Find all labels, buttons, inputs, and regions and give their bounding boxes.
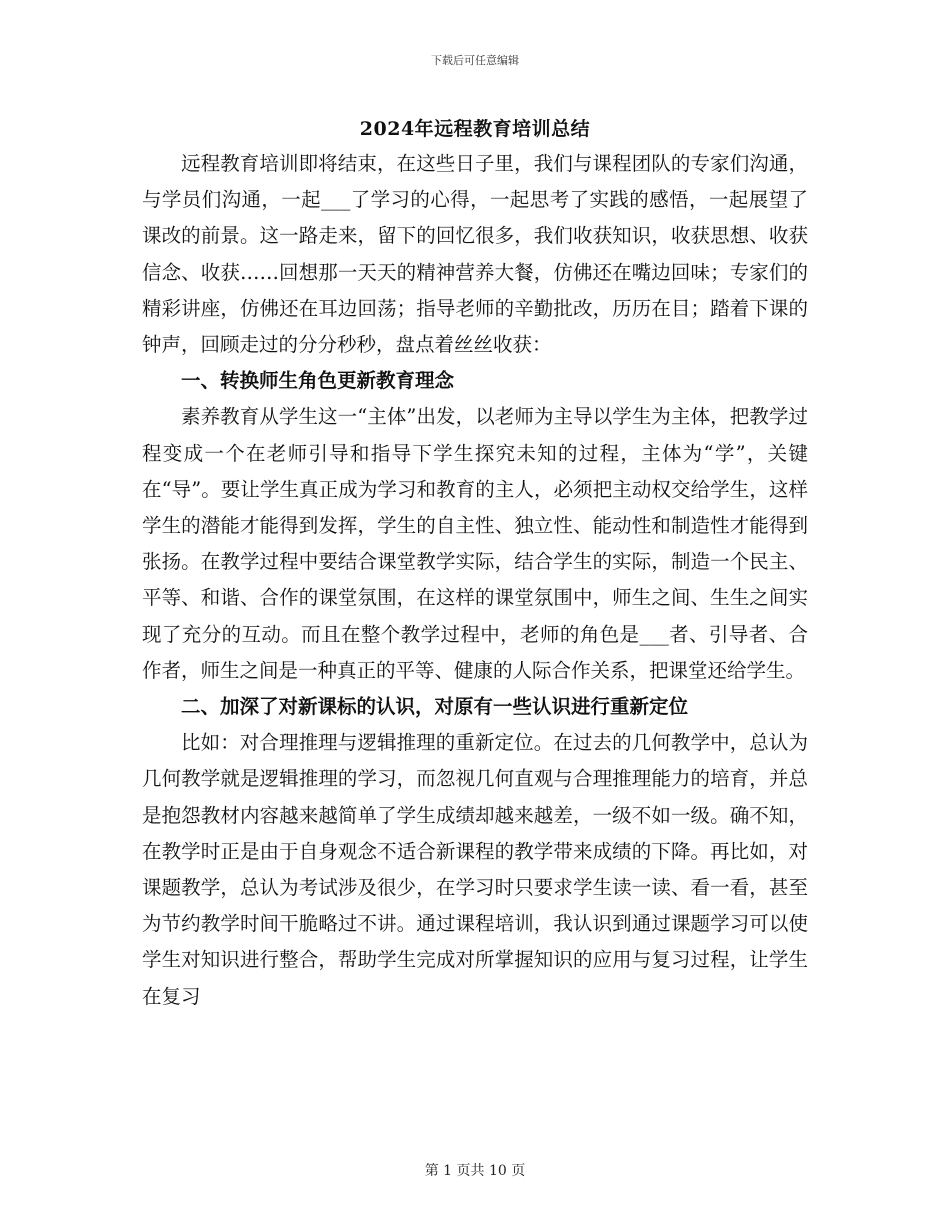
document-body [142,146,808,1015]
intro-paragraph: 远程教育培训即将结束，在这些日子里，我们与课程团队的专家们沟通，与学员们沟通，一起___了学习的心得，一起思考了实践的感悟，一起展望了课改的前景。这一路走来，留下的回忆很多，我们收获知识，收获思想、收获信念、收获……回想那一天天的精神营养大餐，仿佛还在嘴边回味；专家们的精彩讲座，仿佛还在耳边回荡；指导老师的辛勤批改，历历在目；踏着下课的钟声，回顾走过的分分秒秒，盘点着丝丝收获： [142,152,808,357]
section-heading-1: 一、转换师生角色更新教育理念 [181,369,455,393]
section-2-paragraph: 比如：对合理推理与逻辑推理的重新定位。在过去的几何教学中，总认为几何教学就是逻辑推理的学习，而忽视几何直观与合理推理能力的培育，并总是抱怨教材内容越来越简单了学生成绩却越来越差，一级不如一级。确不知，在教学时正是由于自身观念不适合新课程的教学带来成绩的下降。再比如，对课题教学，总认为考试涉及很少，在学习时只要求学生读一读、看一看，甚至为节约教学时间干脆略过不讲。通过课程培训，我认识到通过课题学习可以使学生对知识进行整合，帮助学生完成对所掌握知识的应用与复习过程，让学生在复习 [142,731,808,1008]
document-title: 2024年远程教育培训总结 [359,118,591,140]
page-footer: 第 1 页共 10 页 [424,1163,526,1179]
section-heading-2: 二、加深了对新课标的认识，对原有一些认识进行重新定位 [181,695,689,719]
page-header: 下载后可任意编辑 [431,54,519,67]
section-1-paragraph: 素养教育从学生这一“主体”出发，以老师为主导以学生为主体，把教学过程变成一个在老师引导和指导下学生探究未知的过程，主体为“学”，关键在“导”。要让学生真正成为学习和教育的主人，必须把主动权交给学生，这样学生的潜能才能得到发挥，学生的自主性、独立性、能动性和制造性才能得到张扬。在教学过程中要结合课堂教学实际，结合学生的实际，制造一个民主、平等、和谐、合作的课堂氛围，在这样的课堂氛围中，师生之间、生生之间实现了充分的互动。而且在整个教学过程中，老师的角色是___者、引导者、合作者，师生之间是一种真正的平等、健康的人际合作关系，把课堂还给学生。 [142,405,808,682]
